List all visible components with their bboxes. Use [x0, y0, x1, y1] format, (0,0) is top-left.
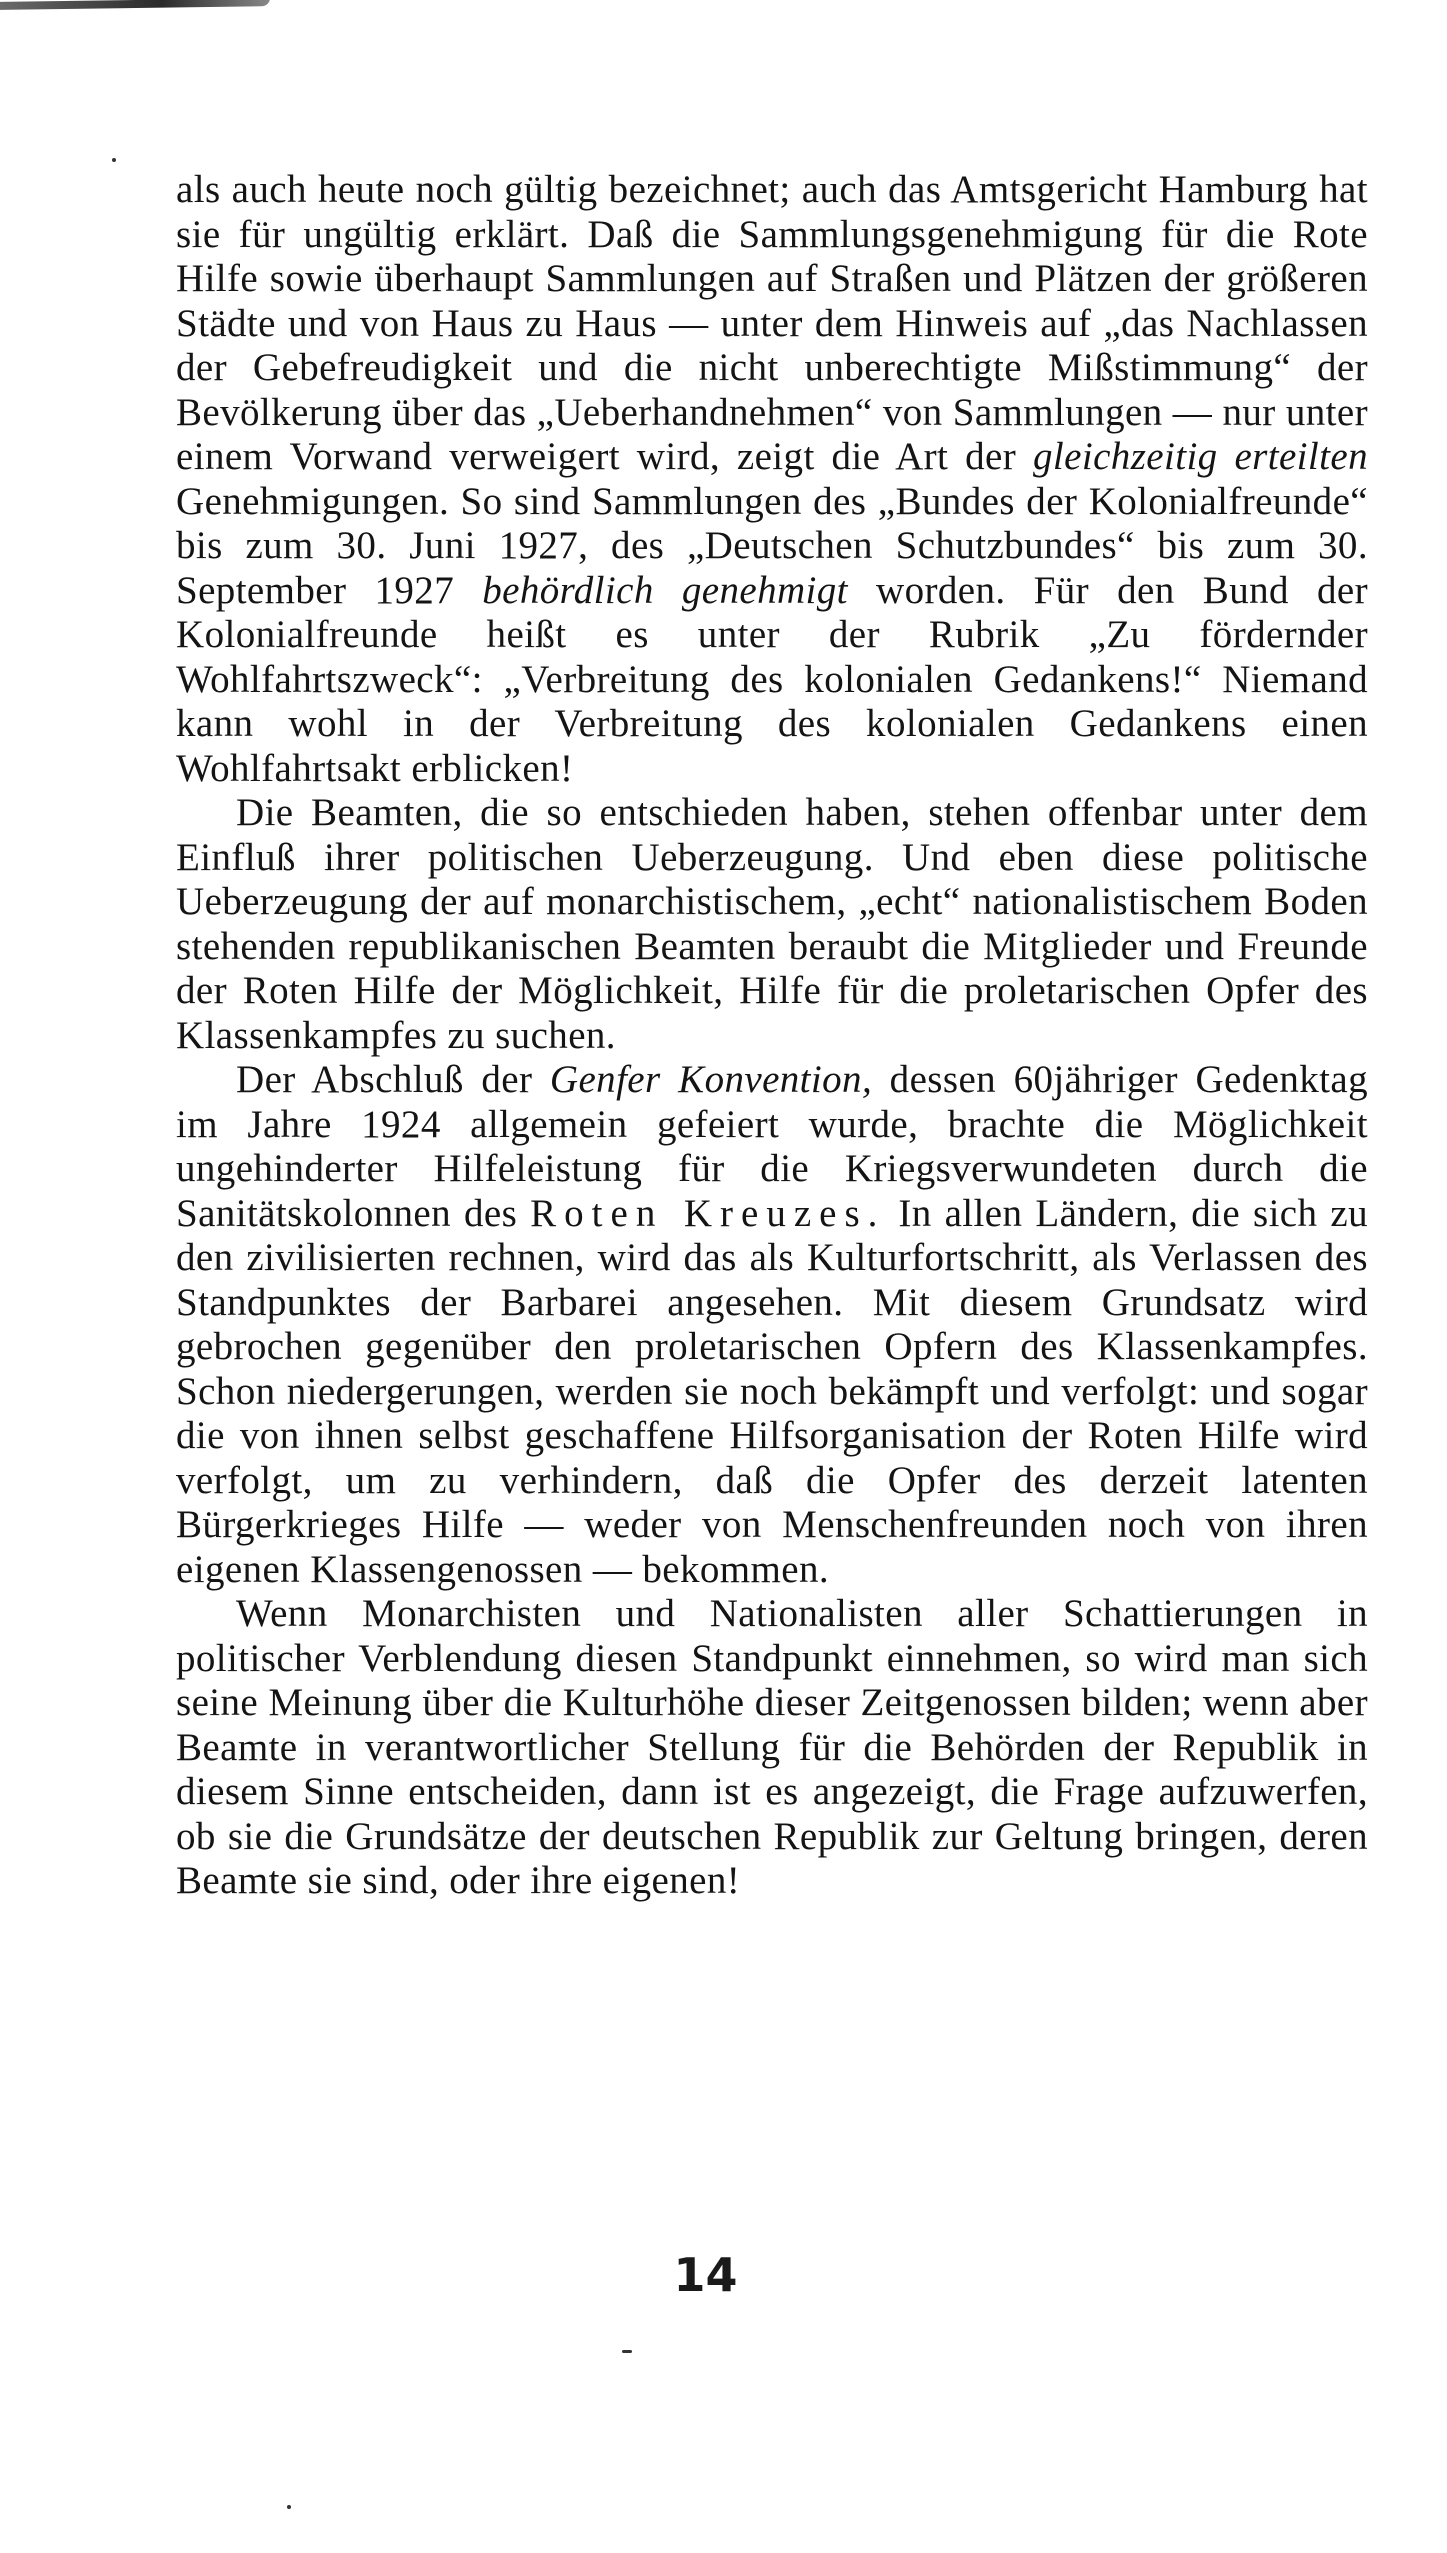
page-number: 14 — [673, 2248, 738, 2302]
paragraph-3 — [176, 1058, 1368, 1592]
paragraph-3-spaced: Roten Kreuzes. — [530, 1191, 886, 1235]
paragraph-1-text-b: Genehmigungen. So sind Sammlungen des „Bundes der Kolonialfreunde“ bis zum 30. Juni 1927, des „Deutschen Schutzbundes“ bis zum 30. September 1927 — [176, 479, 1368, 612]
paragraph-3-text-c: In allen Ländern, die sich zu den zivilisierten rechnen, wird das als Kulturfortschritt, als Verlassen des Standpunktes der Barbarei angesehen. Mit diesem Grundsatz wird gebrochen gegenüber den proletarischen Opfern des Klassenkampfes. Schon niedergerungen, werden sie noch bekämpft und verfolgt: und sogar die von ihnen selbst geschaffene Hilfsorganisation der Roten Hilfe wird verfolgt, um zu verhindern, daß die Opfer des derzeit latenten Bürgerkrieges Hilfe — weder von Menschenfreunden noch von ihren eigenen Klassengenossen — bekommen. — [176, 1191, 1368, 1591]
scan-speck — [112, 158, 116, 162]
paragraph-3-text-a: Der Abschluß der — [236, 1058, 550, 1101]
scan-speck — [287, 2505, 291, 2509]
paragraph-1-italic-a: gleichzeitig erteilten — [1033, 435, 1368, 478]
paragraph-3-text-b: dessen 60jähriger Gedenktag im Jahre 1924 allgemein gefeiert wurde, brachte die Möglichkeit ungehinderter Hilfeleistung für die Kriegsverwundeten durch die Sanitätskolonnen des — [176, 1058, 1368, 1235]
page-body-text — [176, 168, 1368, 1904]
paragraph-2 — [176, 791, 1368, 1058]
paragraph-1 — [176, 168, 1368, 791]
paragraph-2-text: Die Beamten, die so entschieden haben, stehen offenbar unter dem Einfluß ihrer politischen Ueberzeugung. Und eben diese politische Ueberzeugung der auf monarchistischem, „echt“ nationalistischem Boden stehenden republikanischen Beamten beraubt die Mitglieder und Freunde der Roten Hilfe der Möglichkeit, Hilfe für die proletarischen Opfer des Klassenkampfes zu suchen. — [176, 791, 1368, 1057]
scan-speck — [622, 2350, 632, 2353]
paragraph-3-italic: Genfer Konvention, — [549, 1058, 873, 1101]
paragraph-1-text-c: worden. Für den Bund der Kolonialfreunde heißt es unter der Rubrik „Zu fördernder Wohlfahrtszweck“: „Verbreitung des kolonialen Gedankens!“ Niemand kann wohl in der Verbreitung des kolonialen Gedankens einen Wohlfahrtsakt erblicken! — [176, 568, 1369, 790]
paragraph-1-italic-b: behördlich genehmigt — [482, 568, 848, 612]
paragraph-4 — [176, 1592, 1368, 1904]
paragraph-4-text: Wenn Monarchisten und Nationalisten aller Schattierungen in politischer Verblendung diesen Standpunkt einnehmen, so wird man sich seine Meinung über die Kulturhöhe dieser Zeitgenossen bilden; wenn aber Beamte in verantwortlicher Stellung für die Behörden der Republik in diesem Sinne entscheiden, dann ist es angezeigt, die Frage aufzuwerfen, ob sie die Grundsätze der deutschen Republik zur Geltung bringen, deren Beamte sie sind, oder ihre eigenen! — [176, 1592, 1368, 1902]
paragraph-1-text-a: als auch heute noch gültig bezeichnet; auch das Amtsgericht Hamburg hat sie für ungültig erklärt. Daß die Sammlungsgenehmigung für die Rote Hilfe sowie überhaupt Sammlungen auf Straßen und Plätzen der größeren Städte und von Haus zu Haus — unter dem Hinweis auf „das Nachlassen der Gebefreudigkeit und die nicht unberechtigte Mißstimmung“ der Bevölkerung über das „Ueberhandnehmen“ von Sammlungen — nur unter einem Vorwand verweigert wird, zeigt die Art der — [176, 168, 1368, 478]
scan-edge-mark — [0, 0, 270, 10]
